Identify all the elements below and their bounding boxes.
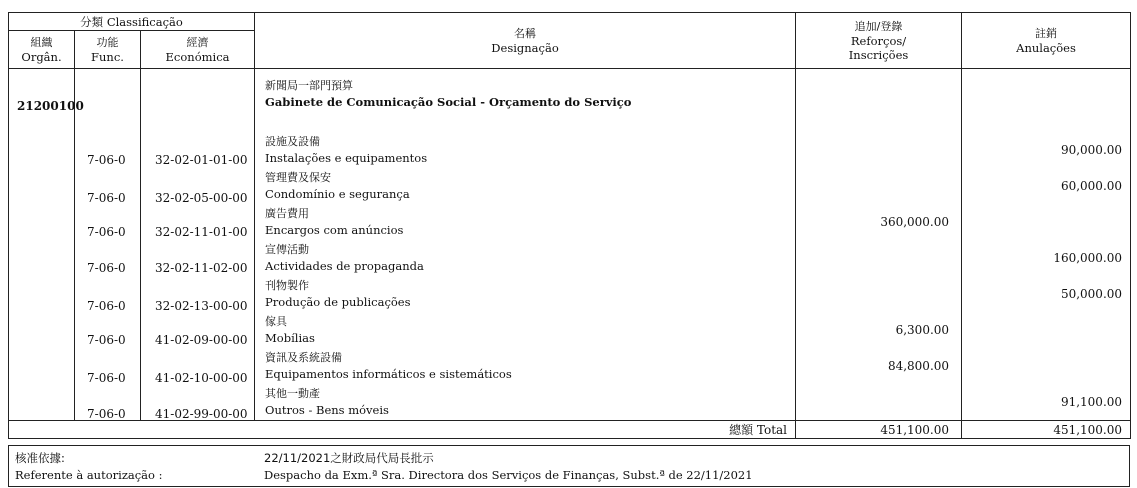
total-label: [9, 421, 796, 439]
econ-code-3: 32-02-11-02-00: [155, 261, 248, 275]
designation-header-pt: Designação: [491, 40, 559, 55]
organ-column: [9, 69, 84, 421]
designation-zh-4: 刊物製作: [265, 279, 310, 292]
func-code-0: 7-06-0: [87, 153, 126, 167]
func-code-3: 7-06-0: [87, 261, 126, 275]
reinforcement-value-2: 360,000.00: [880, 215, 950, 229]
designation-pt-4: Produção de publicações: [265, 295, 411, 309]
reference-text-pt: Despacho da Exm.ª Sra. Directora dos Serviços de Finanças, Subst.ª de 22/11/2021: [264, 468, 753, 482]
organ-header-pt: Orgân.: [21, 49, 62, 64]
organ-header: [9, 31, 75, 69]
func-code-2: 7-06-0: [87, 225, 126, 239]
authorization-reference: [8, 445, 1130, 487]
reinforcement-value-6: 84,800.00: [887, 359, 950, 373]
reference-text-zh: 22/11/2021之財政局代局長批示: [264, 451, 434, 465]
econ-code-1: 32-02-05-00-00: [155, 191, 248, 205]
designation-zh-7: 其他一動產: [265, 387, 321, 400]
organ-code: 21200100: [17, 99, 84, 113]
reinforcement-header-pt1: Reforços/: [850, 33, 907, 48]
annulment-value-0: 90,000.00: [1060, 143, 1123, 157]
classification-header: 分類 Classificação: [9, 13, 255, 31]
designation-header-zh: 名稱: [514, 26, 537, 40]
reinforcement-value-5: 6,300.00: [895, 323, 950, 337]
designation-zh-2: 廣告費用: [265, 207, 310, 220]
annulment-header-zh: 註銷: [1035, 26, 1058, 40]
body-row: [9, 69, 1131, 421]
reinforcement-header-zh: 追加/登錄: [854, 19, 903, 33]
designation-zh-6: 資訊及系統設備: [265, 351, 343, 364]
total-row: [9, 421, 1131, 439]
designation-pt-1: Condomínio e segurança: [265, 187, 410, 201]
econ-column: [141, 69, 255, 421]
annulment-value-7: 91,100.00: [1060, 395, 1123, 409]
designation-zh-5: 傢具: [265, 315, 288, 328]
reinforcement-header-pt2: Inscrições: [848, 47, 909, 62]
func-code-4: 7-06-0: [87, 299, 126, 313]
annulment-header-pt: Anulações: [1016, 40, 1076, 55]
designation-zh-1: 管理費及保安: [265, 171, 332, 184]
organ-name-pt: Gabinete de Comunicação Social - Orçamento do Serviço: [265, 95, 632, 109]
func-code-7: 7-06-0: [87, 407, 126, 421]
func-header-pt: Func.: [91, 49, 124, 64]
annulment-column: [962, 69, 1131, 421]
econ-header-pt: Económica: [165, 49, 230, 64]
annulment-value-1: 60,000.00: [1060, 179, 1123, 193]
func-code-1: 7-06-0: [87, 191, 126, 205]
total-annulment: 451,100.00: [962, 421, 1131, 439]
designation-pt-6: Equipamentos informáticos e sistemáticos: [265, 367, 512, 381]
designation-zh-0: 設施及設備: [265, 135, 321, 148]
annulment-value-4: 50,000.00: [1060, 287, 1123, 301]
designation-pt-2: Encargos com anúncios: [265, 223, 404, 237]
reinforcement-column: [796, 69, 962, 421]
econ-code-4: 32-02-13-00-00: [155, 299, 248, 313]
econ-code-7: 41-02-99-00-00: [155, 407, 248, 421]
organ-name-zh: 新聞局一部門預算: [265, 79, 354, 92]
reference-label-zh: 核准依據:: [15, 451, 65, 465]
designation-pt-0: Instalações e equipamentos: [265, 151, 428, 165]
func-header: [75, 31, 141, 69]
total-reinforcement: 451,100.00: [796, 421, 962, 439]
designation-column: [255, 69, 796, 421]
econ-header-zh: 經濟: [186, 35, 209, 49]
designation-header: [255, 13, 796, 69]
econ-code-6: 41-02-10-00-00: [155, 371, 248, 385]
designation-zh-3: 宣傳活動: [265, 243, 310, 256]
designation-pt-3: Actividades de propaganda: [265, 259, 424, 273]
econ-header: [141, 31, 255, 69]
organ-header-zh: 組織: [30, 35, 53, 49]
budget-sheet: [8, 12, 1130, 487]
econ-code-2: 32-02-11-01-00: [155, 225, 248, 239]
annulment-header: [962, 13, 1131, 69]
func-column: [75, 69, 141, 421]
reference-label-pt: Referente à autorização :: [15, 468, 163, 482]
econ-code-5: 41-02-09-00-00: [155, 333, 248, 347]
designation-pt-5: Mobílias: [265, 331, 315, 345]
total-label-text: 總額 Total: [729, 423, 788, 437]
designation-pt-7: Outros - Bens móveis: [265, 403, 389, 417]
func-code-6: 7-06-0: [87, 371, 126, 385]
reinforcement-header: [796, 13, 962, 69]
annulment-value-3: 160,000.00: [1053, 251, 1123, 265]
budget-table: [8, 12, 1131, 439]
econ-code-0: 32-02-01-01-00: [155, 153, 248, 167]
func-code-5: 7-06-0: [87, 333, 126, 347]
func-header-zh: 功能: [96, 35, 119, 49]
